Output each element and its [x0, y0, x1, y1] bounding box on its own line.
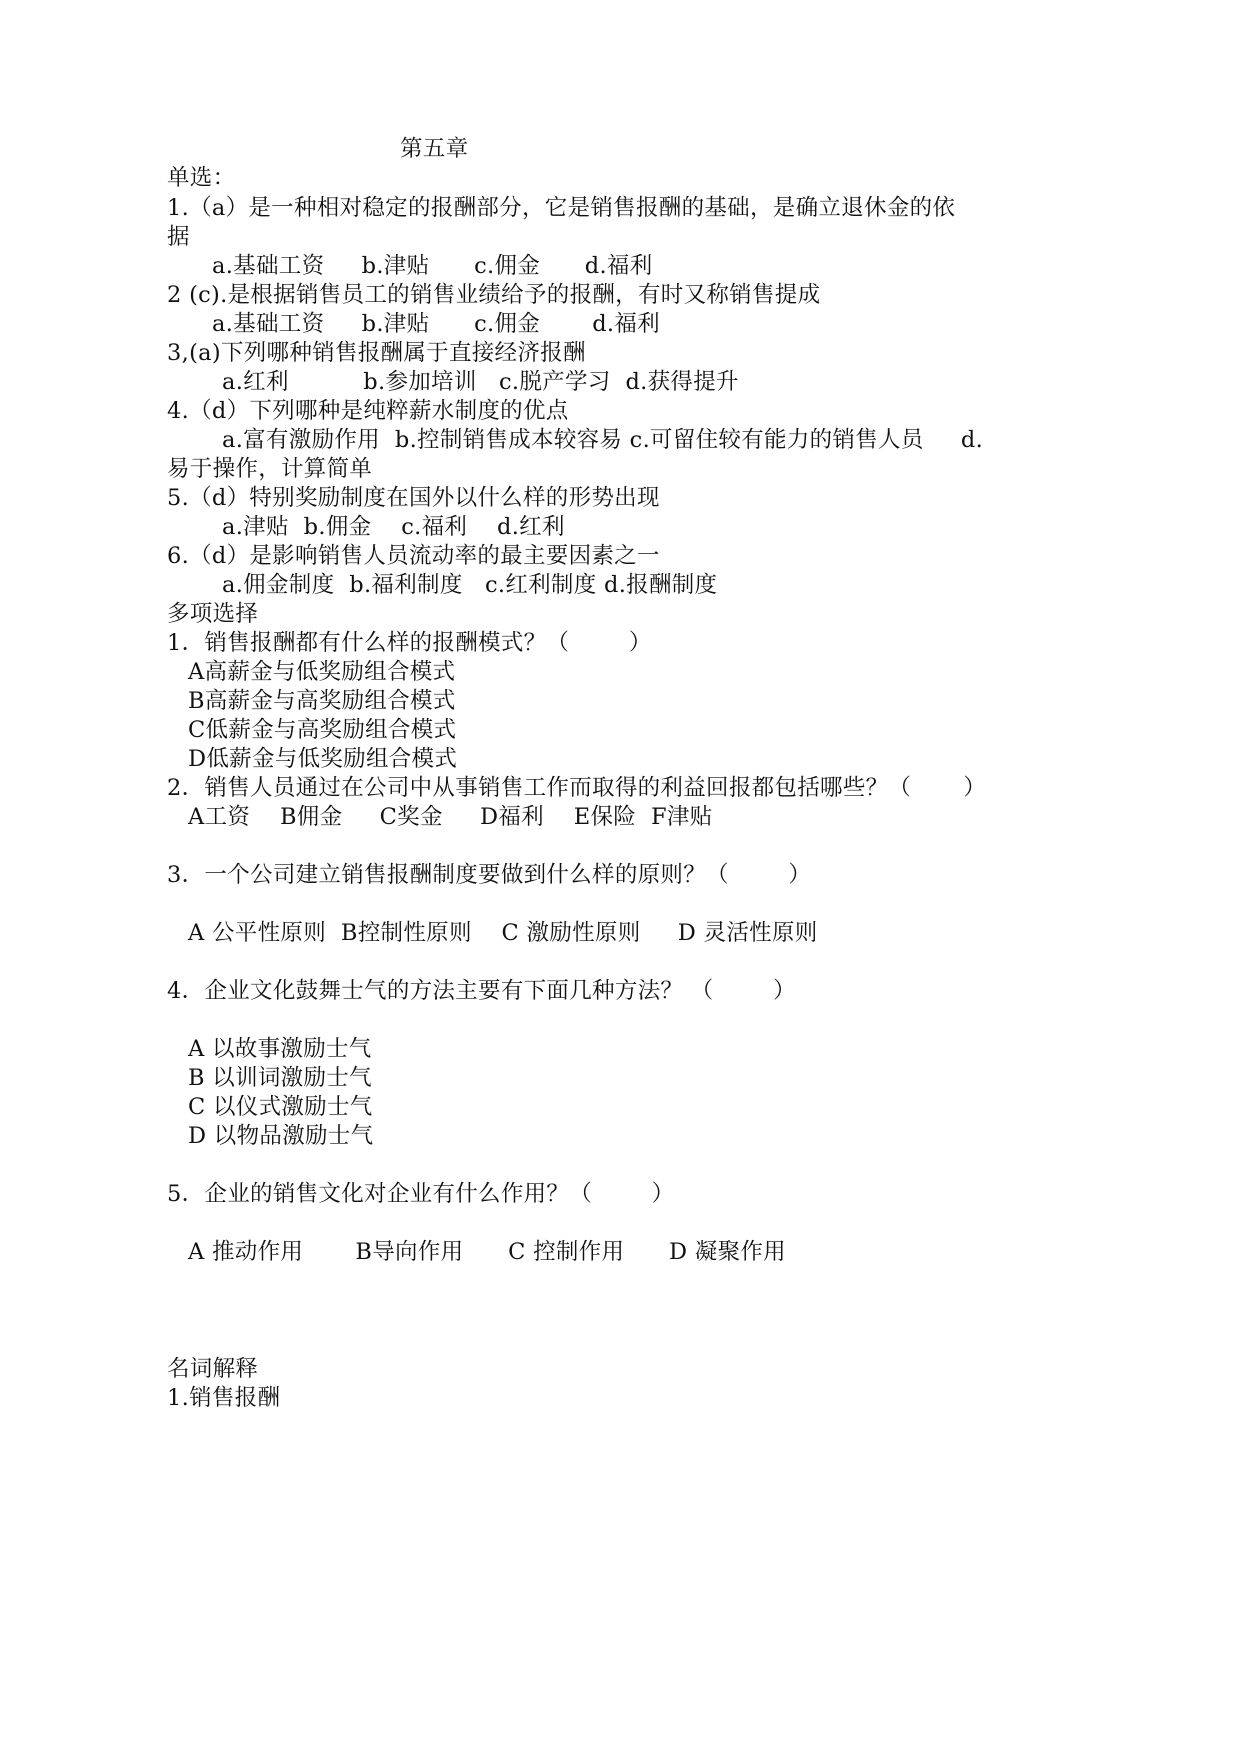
multi-question-1-option: B高薪金与高奖励组合模式 — [188, 688, 456, 714]
multi-question-4-stem: 4．企业文化鼓舞士气的方法主要有下面几种方法？ （ ） — [167, 978, 796, 1004]
multi-question-4-option: C 以仪式激励士气 — [188, 1094, 373, 1120]
question-6-options: a.佣金制度 b.福利制度 c.红利制度 d.报酬制度 — [222, 572, 718, 598]
multi-question-3-stem: 3．一个公司建立销售报酬制度要做到什么样的原则？（ ） — [167, 862, 812, 888]
question-2-stem: 2 (c).是根据销售员工的销售业绩给予的报酬，有时又称销售提成 — [167, 282, 821, 308]
multi-question-1-option: C低薪金与高奖励组合模式 — [188, 717, 457, 743]
question-3-options: a.红利 b.参加培训 c.脱产学习 d.获得提升 — [222, 369, 739, 395]
multi-question-3-options: A 公平性原则 B控制性原则 C 激励性原则 D 灵活性原则 — [188, 920, 818, 946]
multi-question-2-stem: 2．销售人员通过在公司中从事销售工作而取得的利益回报都包括哪些？（ ） — [167, 775, 987, 801]
question-3-stem: 3,(a)下列哪种销售报酬属于直接经济报酬 — [167, 340, 586, 366]
multi-question-5-stem: 5．企业的销售文化对企业有什么作用？（ ） — [167, 1181, 675, 1207]
multi-question-1-option: D低薪金与低奖励组合模式 — [188, 746, 458, 772]
multi-question-4-option: B 以训词激励士气 — [188, 1065, 372, 1091]
question-1-stem: 1.（a）是一种相对稳定的报酬部分，它是销售报酬的基础，是确立退休金的依 — [167, 195, 956, 221]
multi-question-5-options: A 推动作用 B导向作用 C 控制作用 D 凝聚作用 — [188, 1239, 786, 1265]
section-heading-multiple-choice: 多项选择 — [167, 601, 259, 627]
multi-question-1-stem: 1．销售报酬都有什么样的报酬模式？（ ） — [167, 630, 652, 656]
term-item: 1.销售报酬 — [167, 1385, 281, 1411]
section-heading-single-choice: 单选： — [167, 165, 236, 191]
question-5-options: a.津贴 b.佣金 c.福利 d.红利 — [222, 514, 565, 540]
question-4-options: a.富有激励作用 b.控制销售成本较容易 c.可留住较有能力的销售人员 d. — [222, 427, 984, 453]
multi-question-1-option: A高薪金与低奖励组合模式 — [188, 659, 456, 685]
chapter-title: 第五章 — [400, 136, 469, 162]
question-1-stem-continued: 据 — [167, 224, 190, 250]
question-5-stem: 5.（d）特别奖励制度在国外以什么样的形势出现 — [167, 485, 660, 511]
multi-question-2-options: A工资 B佣金 C奖金 D福利 E保险 F津贴 — [188, 804, 713, 830]
multi-question-4-option: A 以故事激励士气 — [188, 1036, 372, 1062]
question-1-options: a.基础工资 b.津贴 c.佣金 d.福利 — [212, 253, 653, 279]
section-heading-term-definitions: 名词解释 — [167, 1356, 259, 1382]
question-4-options-continued: 易于操作，计算简单 — [167, 456, 373, 482]
question-4-stem: 4.（d）下列哪种是纯粹薪水制度的优点 — [167, 398, 569, 424]
multi-question-4-option: D 以物品激励士气 — [188, 1123, 374, 1149]
question-2-options: a.基础工资 b.津贴 c.佣金 d.福利 — [212, 311, 660, 337]
question-6-stem: 6.（d）是影响销售人员流动率的最主要因素之一 — [167, 543, 660, 569]
